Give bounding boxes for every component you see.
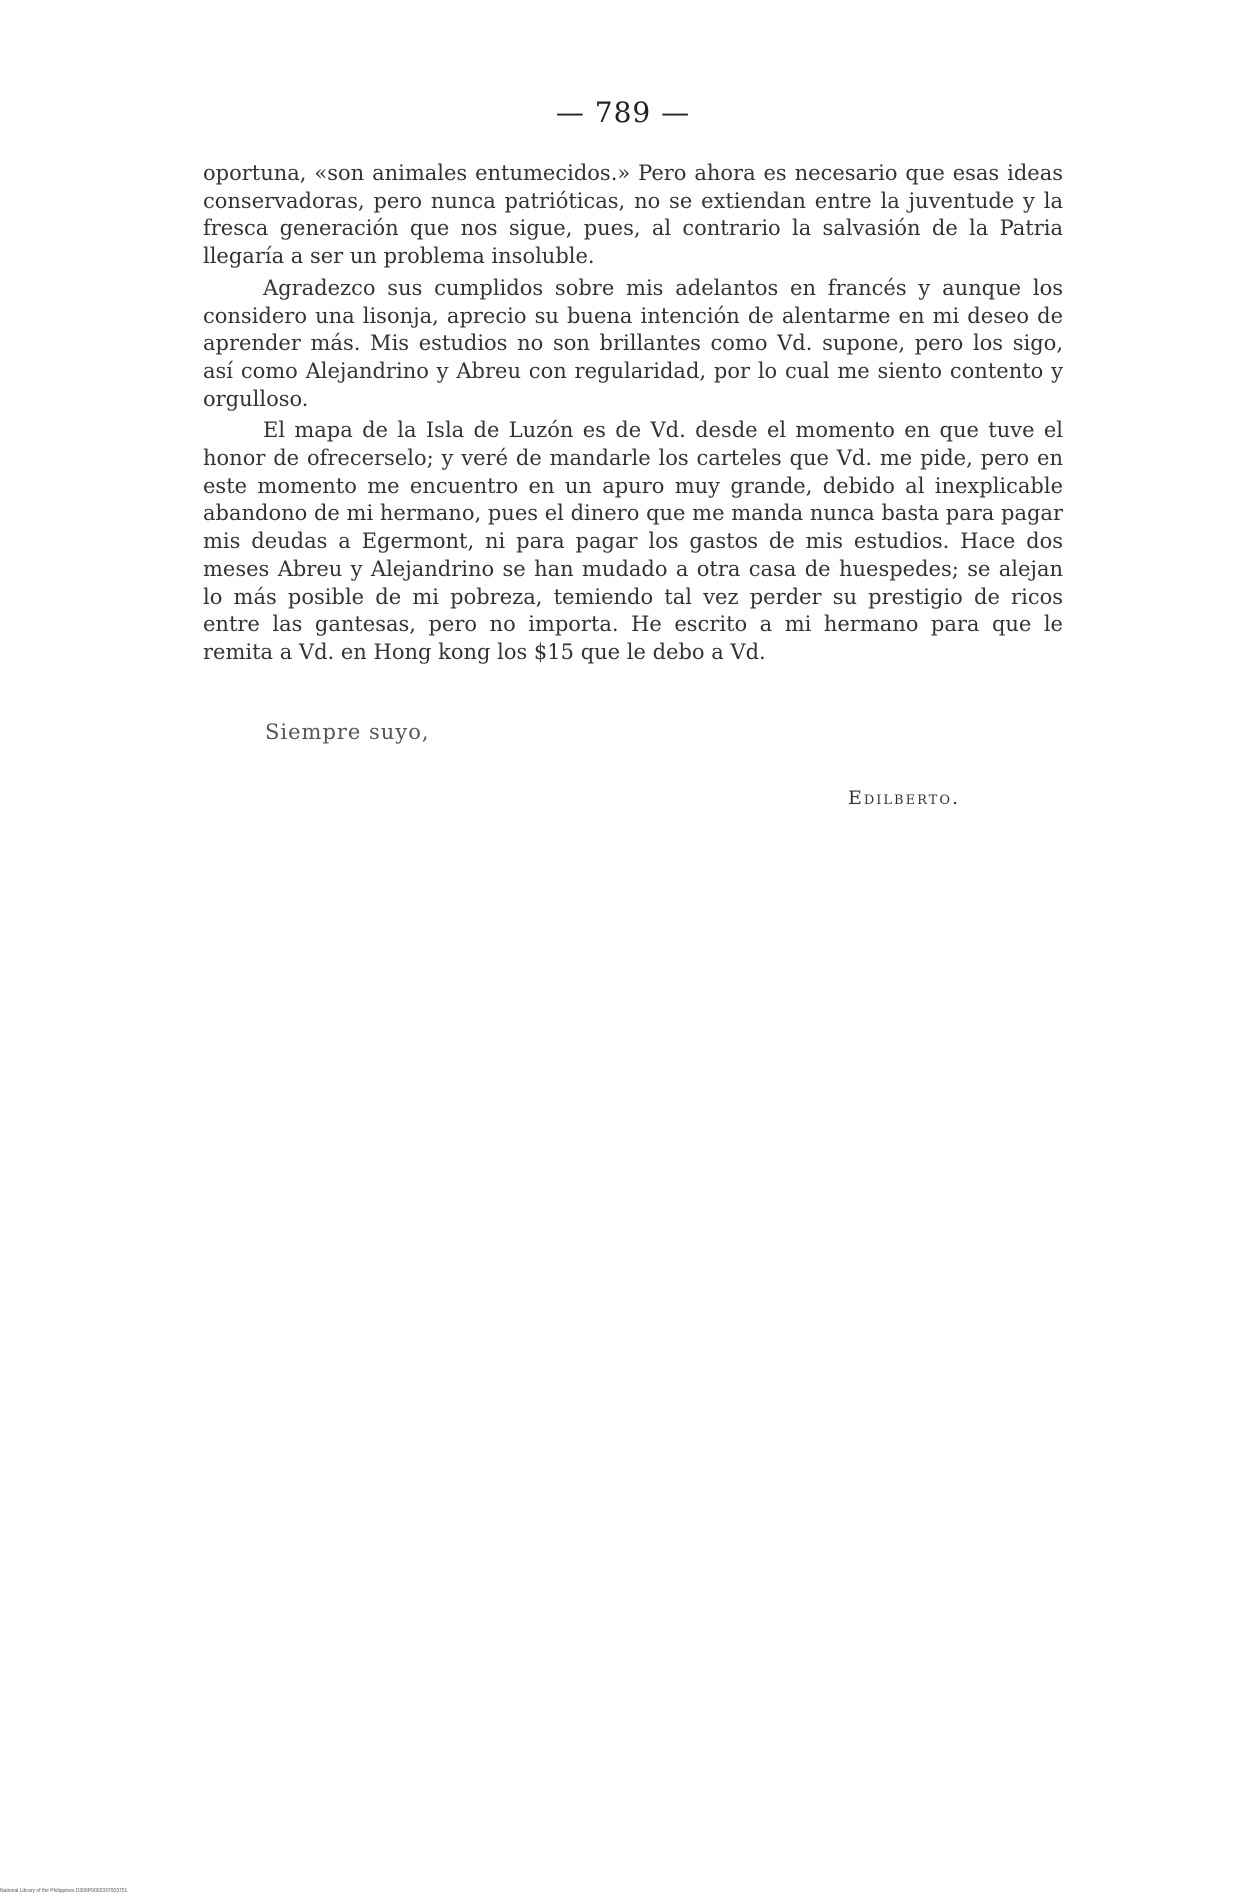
- paragraph-1: oportuna, «son animales entumecidos.» Pero ahora es necesario que esas ideas conservadoras, pero nunca patrióticas, no se extiendan entre la juventude y la fresca generación que nos sigue, pues, al contrario la salvasión de la Patria llegaría a ser un problema insoluble.: [203, 161, 1063, 269]
- closing-line: Siempre suyo,: [265, 720, 430, 744]
- page-number: — 789 —: [555, 96, 691, 129]
- paragraph-3: El mapa de la Isla de Luzón es de Vd. desde el momento en que tuve el honor de ofrecerselo; y veré de mandarle los carteles que Vd. me pide, pero en este momento me encuentro en un apuro muy grande, debido al inexplicable abandono de mi hermano, pues el dinero que me manda nunca basta para pagar mis deudas a Egermont, ni para pagar los gastos de mis estudios. Hace dos meses Abreu y Alejandrino se han mudado a otra casa de huespedes; se alejan lo más posible de mi pobreza, temiendo tal vez perder su prestigio de ricos entre las gantesas, pero no importa. He escrito a mi hermano para que le remita a Vd. en Hong kong los $15 que le debo a Vd.: [203, 418, 1063, 664]
- signature: Edilberto.: [848, 787, 961, 809]
- archive-footer: National Library of the Philippines D306P0002337003751: [0, 1888, 128, 1894]
- letter-body: [203, 160, 1063, 671]
- paragraph-2: Agradezco sus cumplidos sobre mis adelantos en francés y aunque los considero una lisonja, aprecio su buena intención de alentarme en mi deseo de aprender más. Mis estudios no son brillantes como Vd. supone, pero los sigo, así como Alejandrino y Abreu con regularidad, por lo cual me siento contento y orgulloso.: [203, 275, 1063, 411]
